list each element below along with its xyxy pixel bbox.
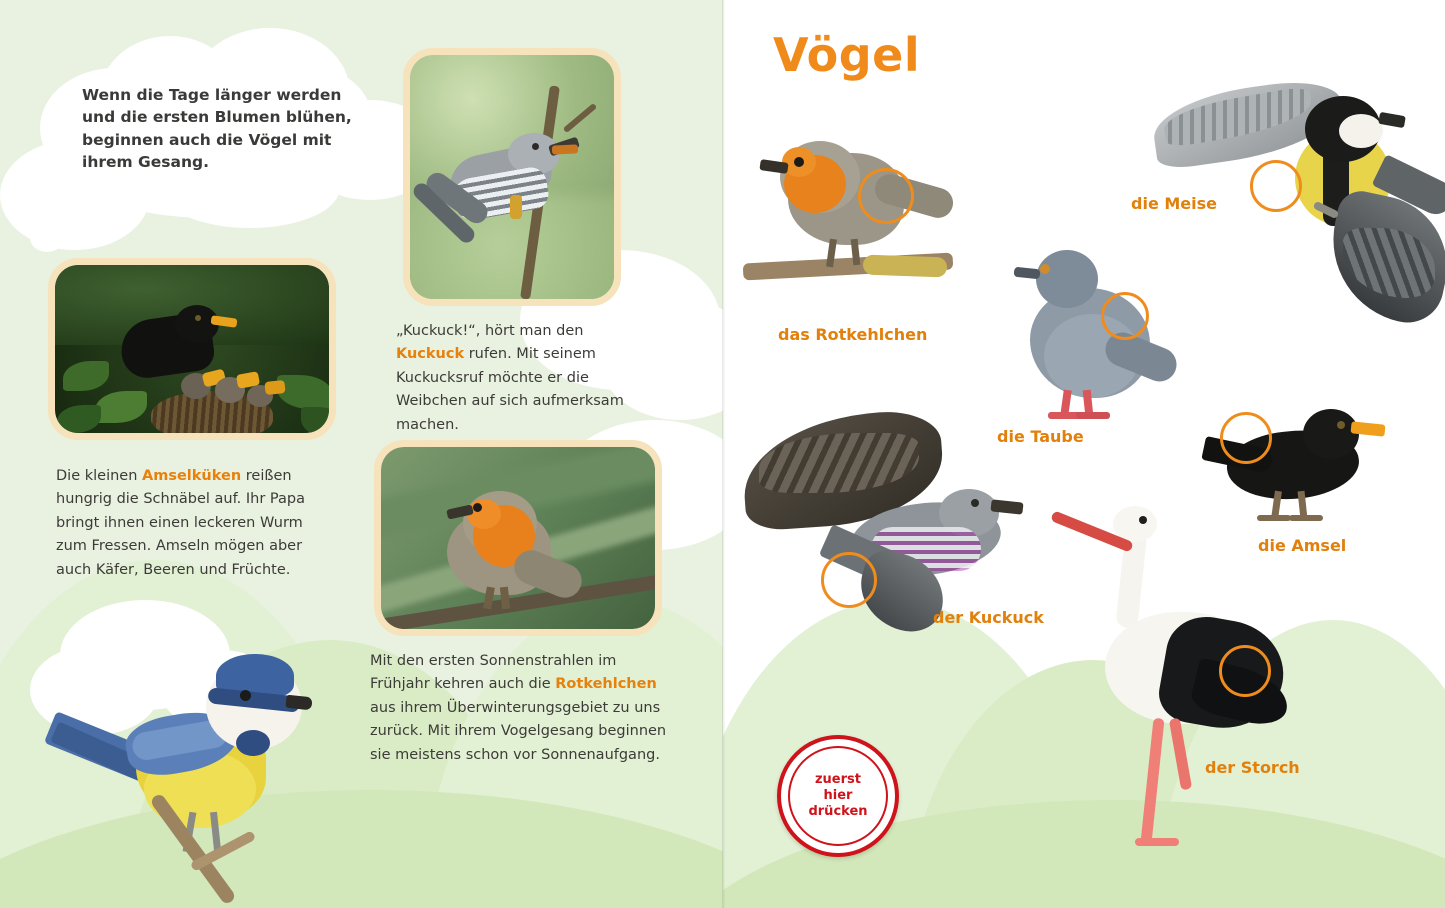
hotspot-pigeon[interactable] (1101, 292, 1149, 340)
page-title: Vögel (773, 28, 921, 82)
label-blackbird: die Amsel (1258, 536, 1347, 555)
highlight-rotkehlchen: Rotkehlchen (555, 676, 657, 693)
cuckoo-paragraph: „Kuckuck!“, hört man den Kuckuck rufen. Mit seinem Kuckucksruf möchte er die Weibchen auf sich aufmerksam machen. (396, 323, 624, 433)
robin-paragraph: Mit den ersten Sonnenstrahlen im Frühjahr kehren auch die Rotkehlchen aus ihrem Überwinterungsgebiet zu uns zurück. Mit ihrem Vogelgesang beginnen sie meistens schon vor Sonnenaufgang. (370, 653, 667, 763)
label-stork: der Storch (1205, 758, 1300, 777)
badge-line-2: hier (823, 788, 853, 804)
label-robin: das Rotkehlchen (778, 325, 928, 344)
bird-pigeon (1018, 240, 1188, 430)
label-great-tit: die Meise (1131, 194, 1217, 213)
highlight-amselkueken: Amselküken (142, 468, 242, 484)
hotspot-cuckoo[interactable] (821, 552, 877, 608)
intro-text: Wenn die Tage länger werden und die ersten Blumen blühen, beginnen auch die Vögel mit ihrem Gesang. (82, 86, 352, 172)
hotspot-robin[interactable] (858, 168, 914, 224)
rotkehlchen-photo (374, 440, 662, 636)
book-spine (722, 0, 725, 908)
blue-tit-illustration (40, 630, 320, 908)
label-cuckoo: der Kuckuck (933, 608, 1044, 627)
badge-line-3: drücken (808, 803, 868, 819)
hotspot-stork[interactable] (1219, 645, 1271, 697)
label-pigeon: die Taube (997, 427, 1084, 446)
badge-line-1: zuerst (814, 772, 861, 788)
kuckuck-photo (403, 48, 621, 306)
blackbird-paragraph: Die kleinen Amselküken reißen hungrig die Schnäbel auf. Ihr Papa bringt ihnen einen leckeren Wurm zum Fressen. Amseln mögen aber auch Käfer, Beeren und Früchte. (56, 468, 305, 578)
press-here-badge[interactable] (777, 735, 899, 857)
highlight-kuckuck: Kuckuck (396, 346, 465, 363)
press-here-badge-text (781, 739, 895, 853)
hotspot-blackbird[interactable] (1220, 412, 1272, 464)
right-page (723, 0, 1445, 908)
amsel-nest-photo (48, 258, 336, 440)
hotspot-great-tit[interactable] (1250, 160, 1302, 212)
intro-speech-bubble (40, 28, 370, 213)
